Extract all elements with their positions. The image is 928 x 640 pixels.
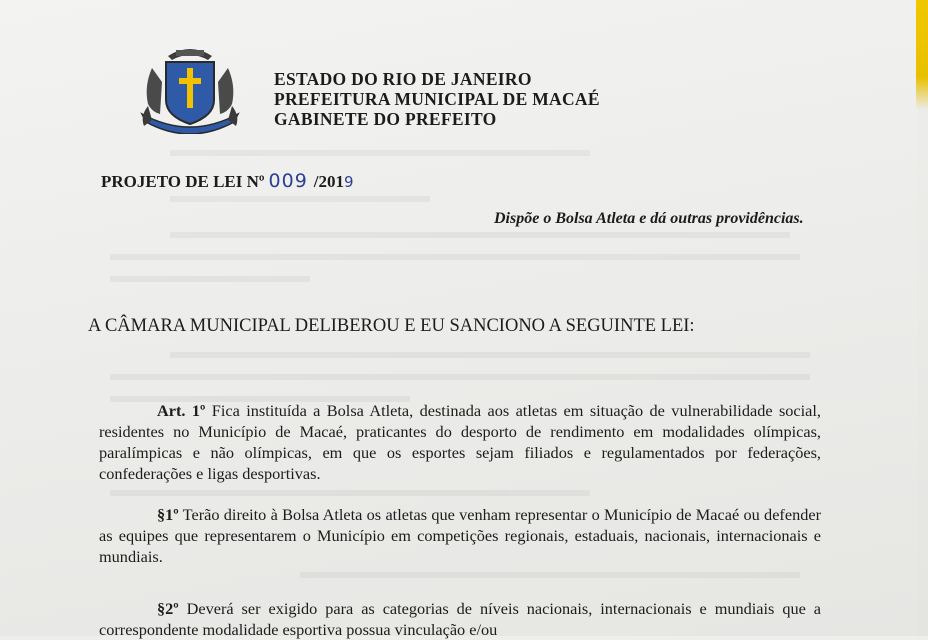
paragraph-2 [99,598,821,640]
paragraph-1-label: §1º [157,505,179,524]
paragraph-2-text: Deverá ser exigido para as categorias de níveis nacionais, internacionais e mundiais que a correspondente modalidade esportiva possua vinculação e/ou [99,599,822,639]
article-1 [99,400,821,484]
article-1-label: Art. 1º [157,401,206,420]
bill-title [101,170,354,192]
header-state: ESTADO DO RIO DE JANEIRO [274,69,532,89]
bill-summary: Dispõe o Bolsa Atleta e dá outras providências. [494,210,804,227]
yellow-edge [916,0,928,110]
paragraph-1 [99,504,821,567]
article-1-text: Fica instituída a Bolsa Atleta, destinada aos atletas em situação de vulnerabilidade social, residentes no Município de Macaé, praticantes do desporto de rendimento em modalidades olímpicas, paralímpicas e não olímpicas, em que os esportes sejam filiados e regulamentados por federações, confederações e ligas desportivas. [99,401,821,483]
bill-year-handwritten: 9 [344,173,354,191]
bill-year [314,172,354,191]
bill-number-handwritten: 009 [268,170,308,192]
coat-of-arms-icon [138,42,242,134]
paragraph-2-label: §2º [157,599,179,618]
header-gabinete: GABINETE DO PREFEITO [274,109,497,129]
header-prefeitura: PREFEITURA MUNICIPAL DE MACAÉ [274,89,600,109]
preamble: A CÂMARA MUNICIPAL DELIBEROU E EU SANCIONO A SEGUINTE LEI: [88,316,695,336]
paragraph-1-text: Terão direito à Bolsa Atleta os atletas que venham representar o Município de Macaé ou defender as equipes que representarem o Município em competições regionais, estaduais, nacionais, internacionais e mundiais. [99,505,821,566]
bill-label: PROJETO DE LEI Nº [101,172,265,191]
bill-year-prefix: /201 [313,172,345,191]
